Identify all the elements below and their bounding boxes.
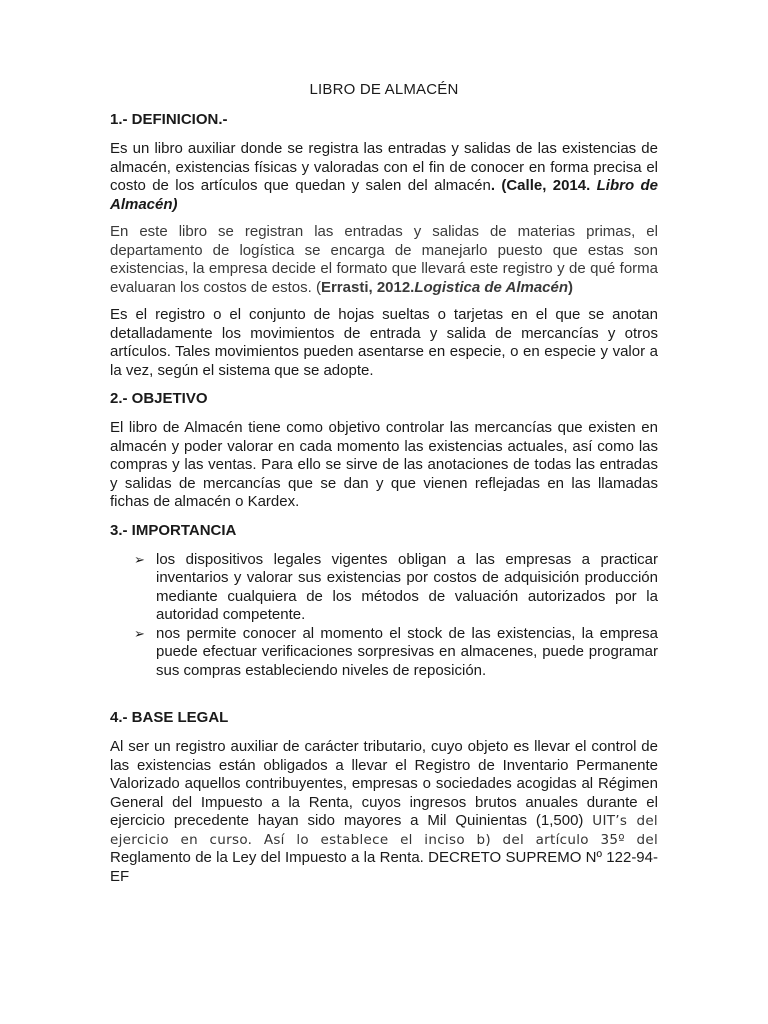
paragraph-definicion-2 <box>110 223 658 297</box>
arrow-bullet-icon: ➢ <box>134 551 145 567</box>
list-item <box>110 625 658 681</box>
heading-definicion: 1.- DEFINICION.- <box>110 111 228 128</box>
citation-bold: Errasti, 2012. <box>320 278 415 296</box>
paragraph-text: Es un libro auxiliar donde se registra las entradas y salidas de las existencias de almacén, existencias físicas y valoradas con el fin de conocer en forma precisa el costo de los artículos que quedan y salen del almacén <box>110 140 658 194</box>
paragraph-text: Reglamento de la Ley del Impuesto a la Renta. DECRETO SUPREMO Nº 122-94-EF <box>110 849 658 885</box>
list-item-text: los dispositivos legales vigentes obligan a las empresas a practicar inventarios y valorar sus existencias por costos de adquisición producción mediante cualquiera de los métodos de valuación autorizados por la autoridad competente. <box>156 550 658 623</box>
paragraph-text: En este libro se registran las entradas y salidas de materias primas, el departamento de logística se encarga de manejarlo puesto que estas son existencias, la empresa decide el formato que llevará este registro y de qué forma evaluaran los costos de estos. ( <box>110 223 658 296</box>
list-item <box>110 551 658 625</box>
citation-bold: . (Calle, 2014. <box>490 177 597 194</box>
paragraph-definicion-3: Es el registro o el conjunto de hojas sueltas o tarjetas en el que se anotan detalladamente los movimientos de entrada y salida de mercancías y otros artículos. Tales movimientos pueden asentarse en especie, o en especie y valor a la vez, según el sistema que se adopte. <box>110 306 658 379</box>
paragraph-definicion-1 <box>110 140 658 214</box>
paragraph-text-alt-font: UIT’s del ejercicio en curso. Así lo establece el inciso b) del artículo 35º del <box>110 813 658 848</box>
heading-objetivo: 2.- OBJETIVO <box>110 390 208 407</box>
arrow-bullet-icon: ➢ <box>134 625 145 641</box>
heading-importancia: 3.- IMPORTANCIA <box>110 521 237 539</box>
heading-base-legal: 4.- BASE LEGAL <box>110 709 229 726</box>
citation-italic: Logistica de Almacén <box>414 278 569 296</box>
citation-close: ) <box>568 278 574 296</box>
importancia-list <box>110 551 658 681</box>
paragraph-objetivo: El libro de Almacén tiene como objetivo controlar las mercancías que existen en almacén y poder valorar en cada momento las existencias actuales, así como las compras y las ventas. Para ello se sirve de las anotaciones de todas las entradas y salidas de mercancías que se dan y que vienen reflejadas en las llamadas fichas de almacén o Kardex. <box>110 419 658 510</box>
list-item-text: nos permite conocer al momento el stock de las existencias, la empresa puede efectuar verificaciones sorpresivas en almacenes, puede programar sus compras estableciendo niveles de reposición. <box>156 624 658 679</box>
paragraph-text: Al ser un registro auxiliar de carácter tributario, cuyo objeto es llevar el control de las existencias están obligados a llevar el Registro de Inventario Permanente Valorizado aquellos contribuyentes, empresas o sociedades acogidas al Régimen General del Impuesto a la Renta, cuyos ingresos brutos anuales durante el ejercicio precedente hayan sido mayores a Mil Quinientas (1,500) <box>110 738 658 829</box>
document-title: LIBRO DE ALMACÉN <box>309 81 459 98</box>
paragraph-base-legal <box>110 738 658 886</box>
document-page <box>110 80 658 895</box>
citation-italic: Libro de Almacén) <box>110 177 659 213</box>
